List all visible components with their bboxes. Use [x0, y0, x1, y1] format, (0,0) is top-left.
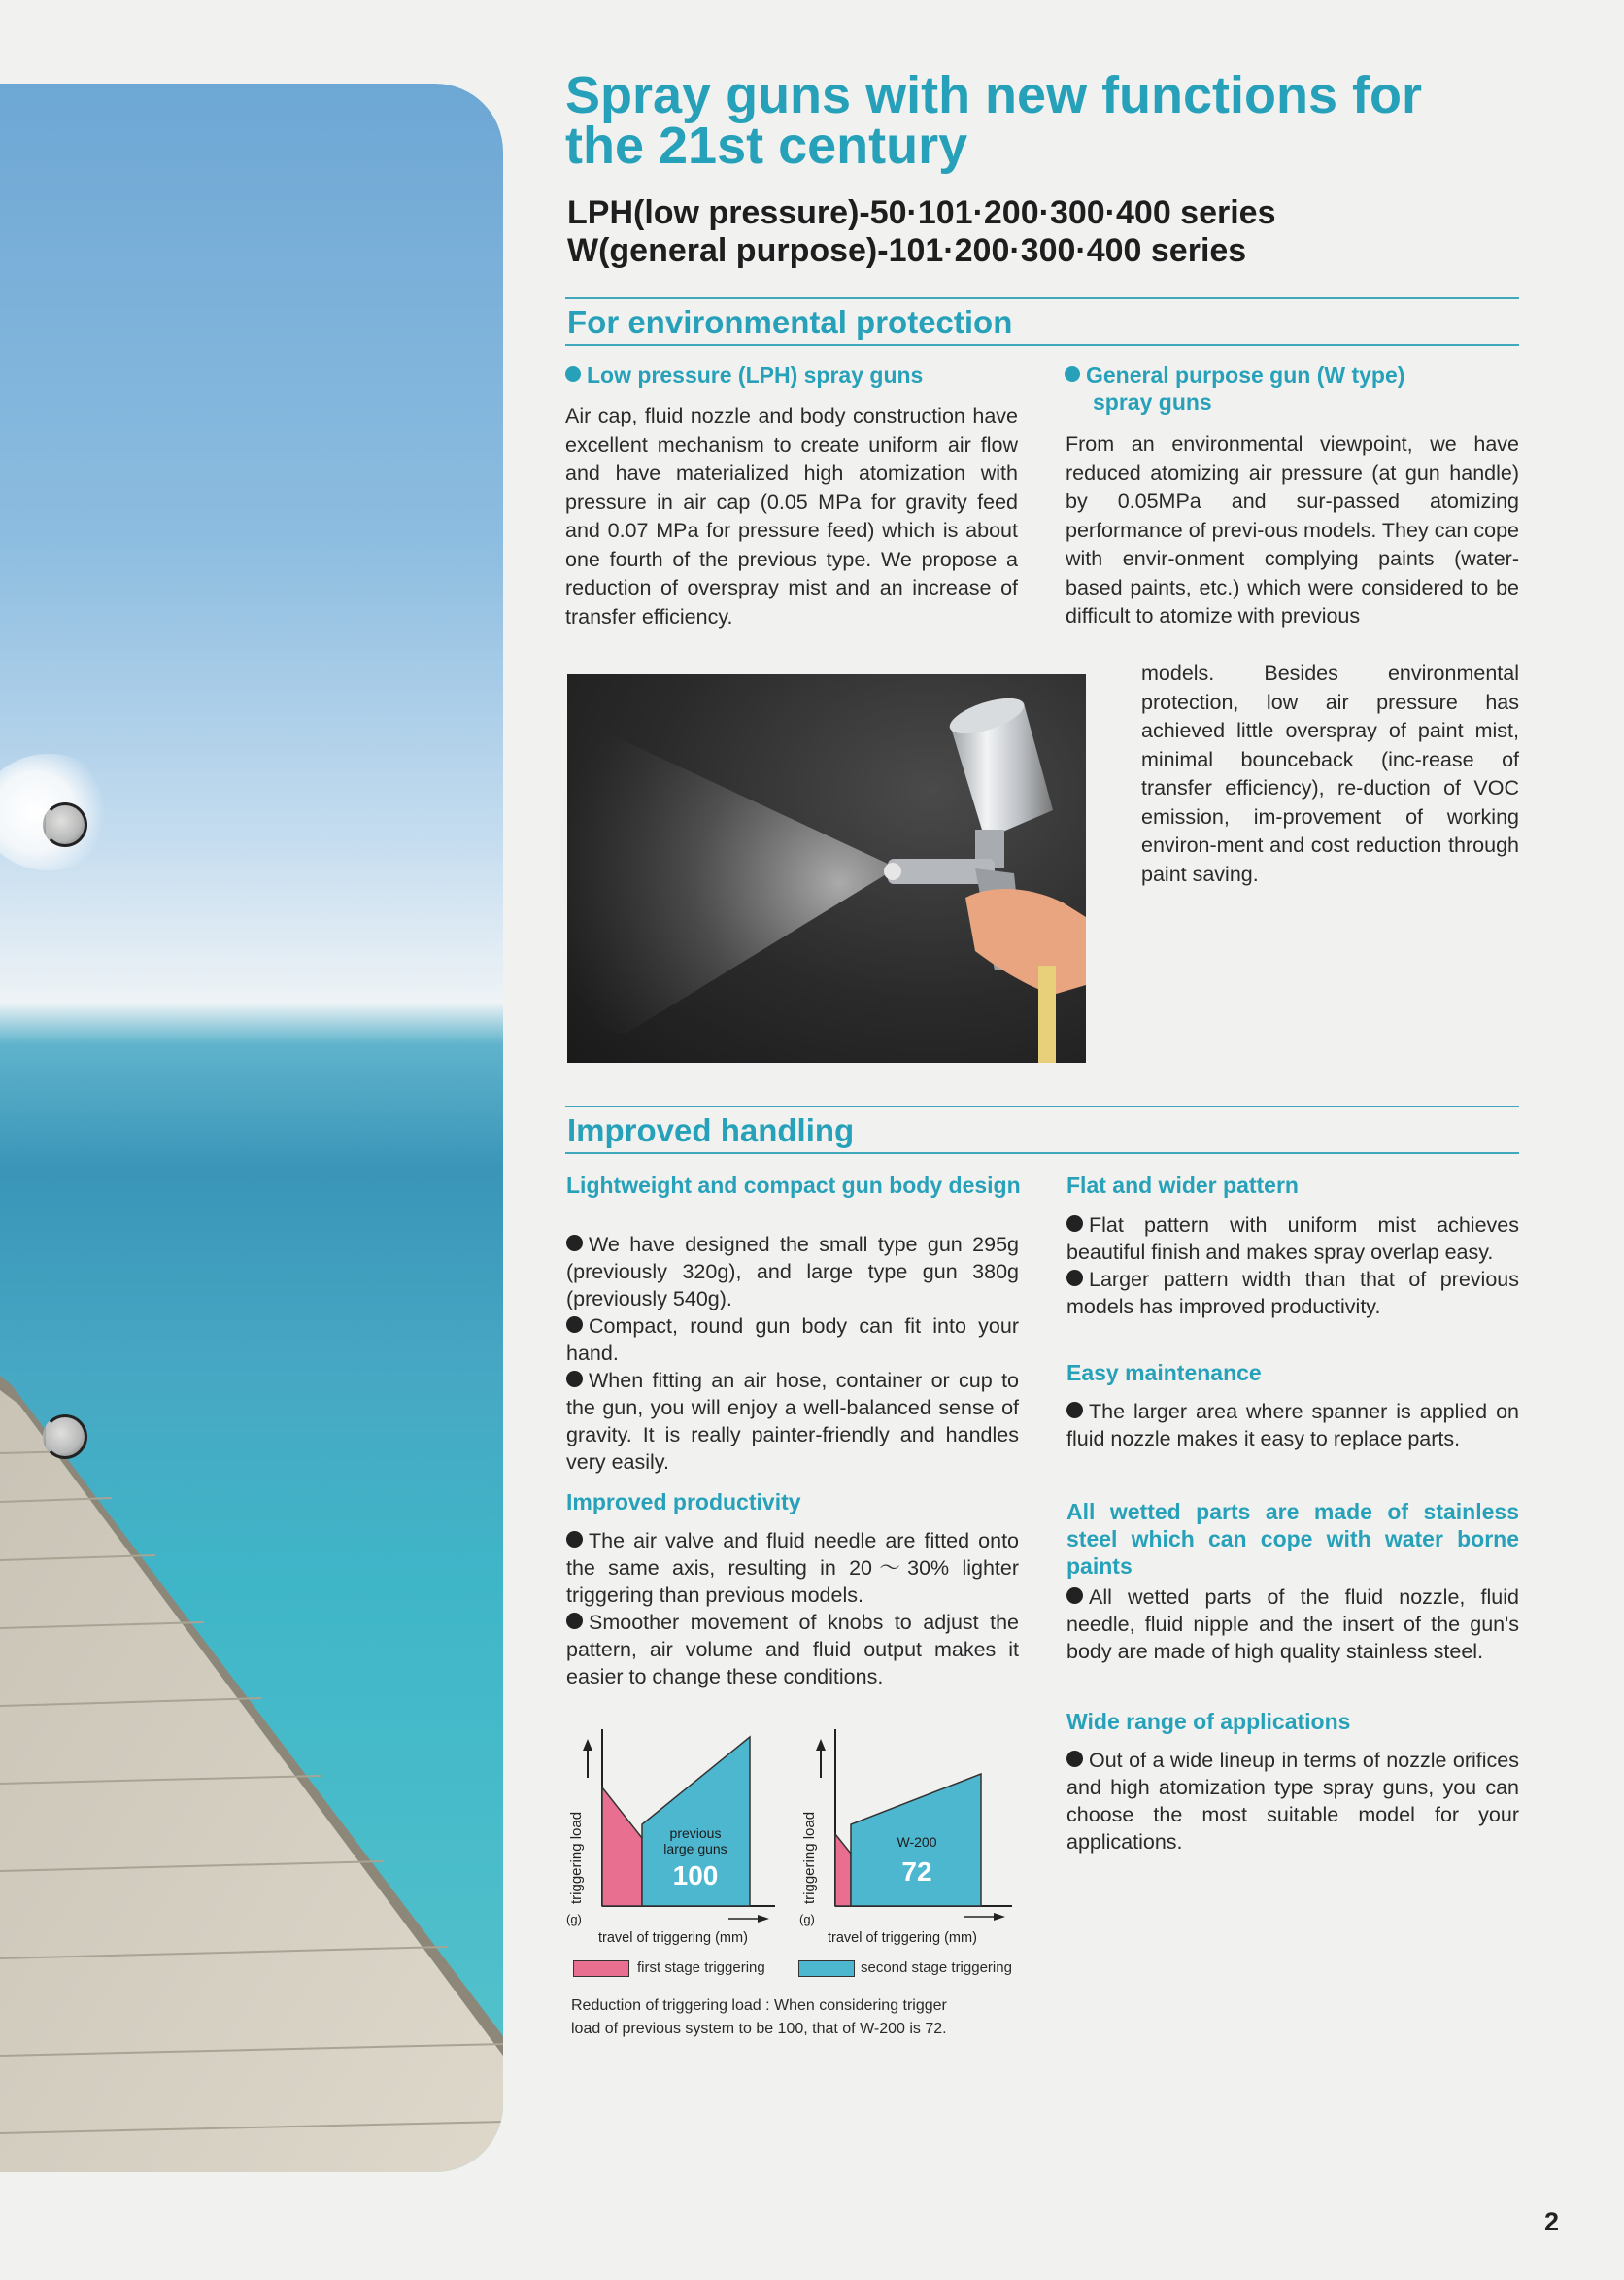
lph-text: Air cap, fluid nozzle and body construction have excellent mechanism to create uniform air flow and have materialized high atomization with pressure in air cap (0.05 MPa for gravity feed and 0.07 MPa for pressure feed) which is about one fourth of the previous type. We propose a reduction of overspray mist and an increase of transfer efficiency.: [565, 404, 1018, 629]
section-heading-handling: [565, 1106, 1519, 1154]
y-unit: (g): [566, 1912, 582, 1926]
applications-list: [1066, 1747, 1519, 1855]
dock-illustration: [0, 84, 503, 2172]
page-number: 2: [1544, 2207, 1560, 2236]
lightweight-heading: Lightweight and compact gun body design: [566, 1173, 1021, 1198]
series-subtitle: [567, 194, 1500, 270]
ocean-dock-photo: [0, 84, 503, 2172]
x-axis-label: travel of triggering (mm): [828, 1930, 977, 1946]
gp-heading-line2: spray guns: [1093, 390, 1212, 415]
binder-hole-bottom: [43, 1414, 87, 1459]
list-item: The air valve and fluid needle are fitted onto the same axis, resulting in 20〜30% lighter triggering than previous models.: [566, 1529, 1019, 1607]
spray-gun-photo: [567, 674, 1086, 1063]
page-title: Spray guns with new functions for the 21st century: [565, 66, 1423, 175]
trigger-load-chart-previous: [563, 1719, 787, 1953]
binder-hole-top: [43, 802, 87, 847]
flat-pattern-list: [1066, 1211, 1519, 1320]
maintenance-list: [1066, 1398, 1519, 1452]
section-heading-text: Improved handling: [567, 1112, 855, 1148]
flat-pattern-heading: Flat and wider pattern: [1066, 1173, 1299, 1198]
applications-heading: Wide range of applications: [1066, 1709, 1351, 1734]
list-item: Smoother movement of knobs to adjust the pattern, air volume and fluid output makes it easier to change these conditions.: [566, 1611, 1019, 1688]
bullet-icon: [1066, 1215, 1083, 1232]
list-item: All wetted parts of the fluid nozzle, fluid needle, fluid nipple and the insert of the gun's body are made of high quality stainless steel.: [1066, 1585, 1519, 1663]
legend-swatch-first: [573, 1960, 629, 1977]
legend-label-second: second stage triggering: [861, 1959, 1012, 1976]
subtitle-lph: LPH(low pressure)-50·101·200·300·400 series: [567, 194, 1276, 231]
wetted-parts-list: [1066, 1583, 1519, 1665]
gp-text-top: From an environmental viewpoint, we have reduced atomizing air pressure (at gun handle) by 0.05MPa and sur-passed atomizing performance of previ-ous models. They can cope with envir-onment complying paints (water-based paints, etc.) which were considered to be difficult to atomize with previous: [1066, 432, 1519, 628]
legend-label-first: first stage triggering: [637, 1959, 765, 1976]
y-axis-arrowhead-icon: [816, 1739, 826, 1751]
list-item: We have designed the small type gun 295g (previously 320g), and large type gun 380g (previously 540g).: [566, 1233, 1019, 1310]
gp-heading: [1065, 361, 1521, 416]
productivity-heading: Improved productivity: [566, 1489, 801, 1514]
bullet-icon: [566, 1235, 583, 1251]
chart-caption-line1: Reduction of triggering load : When considering trigger: [571, 1997, 947, 2014]
lightweight-list: [566, 1231, 1019, 1476]
series-label-line1: previous: [669, 1825, 722, 1841]
wetted-parts-heading: All wetted parts are made of stainless steel which can cope with water borne paints: [1066, 1499, 1519, 1579]
bullet-dot-icon: [565, 366, 581, 382]
lph-heading-text: Low pressure (LPH) spray guns: [587, 362, 924, 388]
list-item: When fitting an air hose, container or cup to the gun, you will enjoy a well-balanced sense of gravity. It is really painter-friendly and handles very easily.: [566, 1369, 1019, 1474]
series-label-line2: large guns: [663, 1841, 727, 1856]
bullet-icon: [566, 1613, 583, 1629]
maintenance-heading: Easy maintenance: [1066, 1360, 1262, 1385]
y-unit: (g): [799, 1912, 815, 1926]
trigger-load-chart-w200: [796, 1719, 1030, 1953]
series-value: 72: [901, 1856, 932, 1887]
y-axis-label: triggering load: [801, 1811, 818, 1904]
legend-swatch-second: [798, 1960, 855, 1977]
gp-text-bottom: models. Besides environmental protection, low air pressure has achieved little overspray of paint mist, minimal bounceback (inc-rease of transfer efficiency), re-duction of VOC emission, im-provement of working environ-ment and cost reduction through paint saving.: [1141, 662, 1519, 886]
productivity-list: [566, 1527, 1019, 1690]
list-item: Out of a wide lineup in terms of nozzle orifices and high atomization type spray guns, you can choose the most suitable model for your applications.: [1066, 1749, 1519, 1854]
list-item: Larger pattern width than that of previous models has improved productivity.: [1066, 1268, 1519, 1318]
list-item: The larger area where spanner is applied on fluid nozzle makes it easy to replace parts.: [1066, 1400, 1519, 1450]
first-stage-area: [602, 1787, 642, 1906]
bullet-icon: [566, 1531, 583, 1548]
bullet-icon: [1066, 1587, 1083, 1604]
series-label-line1: W-200: [897, 1834, 937, 1850]
subtitle-w: W(general purpose)-101·200·300·400 series: [567, 232, 1247, 269]
list-item: Flat pattern with uniform mist achieves beautiful finish and makes spray overlap easy.: [1066, 1213, 1519, 1264]
lph-heading: [565, 361, 1032, 389]
section-heading-text: For environmental protection: [567, 304, 1013, 340]
bullet-dot-icon: [1065, 366, 1080, 382]
list-item: Compact, round gun body can fit into your hand.: [566, 1314, 1019, 1365]
series-value: 100: [672, 1860, 719, 1890]
bullet-icon: [1066, 1402, 1083, 1418]
section-heading-environment: [565, 297, 1519, 346]
bullet-icon: [566, 1316, 583, 1333]
bullet-icon: [1066, 1270, 1083, 1286]
y-axis-arrowhead-icon: [583, 1739, 592, 1751]
y-axis-label: triggering load: [568, 1811, 585, 1904]
bullet-icon: [566, 1371, 583, 1387]
x-axis-arrowhead-icon: [994, 1913, 1005, 1921]
first-stage-area: [835, 1834, 851, 1906]
x-axis-label: travel of triggering (mm): [598, 1930, 748, 1946]
chart-caption-line2: load of previous system to be 100, that of W-200 is 72.: [571, 2021, 947, 2037]
gp-heading-line1: General purpose gun (W type): [1086, 362, 1405, 388]
x-axis-arrowhead-icon: [758, 1915, 769, 1923]
bullet-icon: [1066, 1751, 1083, 1767]
